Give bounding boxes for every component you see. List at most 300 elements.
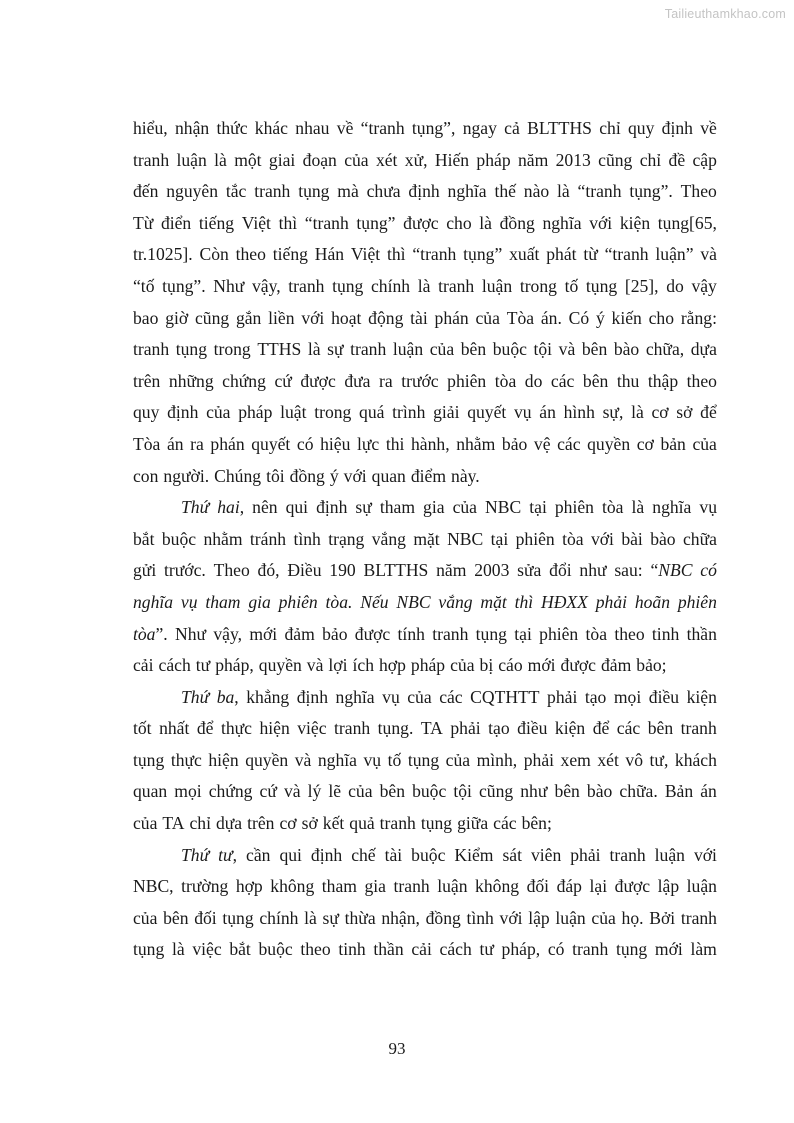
word: sự (322, 907, 339, 928)
word: đến (133, 181, 159, 202)
word: [25], (624, 275, 659, 296)
word: để (700, 402, 717, 423)
word: tránh (249, 528, 287, 549)
text-line (133, 303, 717, 335)
word: HĐXX (541, 591, 588, 612)
word: lực (357, 433, 380, 454)
word: đồng (499, 212, 535, 233)
text-line (133, 903, 717, 935)
word: chế (351, 844, 376, 865)
word: các (616, 718, 641, 739)
word: tranh (680, 718, 717, 739)
word: viên (530, 844, 562, 865)
word: kiện (619, 212, 651, 233)
word: tư, (649, 749, 669, 770)
word: tụng (615, 939, 648, 960)
word: để (592, 718, 610, 739)
word: thu (616, 370, 640, 391)
word: quyết (251, 433, 291, 454)
word: nên (252, 497, 278, 518)
word: “NBC (650, 560, 693, 581)
word: cáo (498, 655, 523, 676)
word: tụng (332, 275, 364, 296)
word: hợp (379, 655, 406, 676)
page-number: 93 (388, 1039, 406, 1058)
word: ích (352, 655, 374, 676)
word: định (296, 686, 329, 707)
word: phải (450, 718, 481, 739)
word: tại (529, 497, 547, 518)
text-line (133, 145, 717, 177)
word: trên (247, 813, 275, 834)
word: tụng” (463, 244, 503, 265)
word: nhằm (456, 433, 496, 454)
word: sự (355, 497, 372, 518)
word: Điều (287, 560, 322, 581)
word: NBC (447, 528, 484, 549)
word: sự (327, 339, 344, 360)
word: và (294, 749, 312, 770)
word: cứ (259, 781, 277, 802)
word: tranh (379, 813, 416, 834)
word: tòa”. (133, 623, 168, 644)
word: thì (514, 591, 534, 612)
word: NBC, (133, 876, 174, 897)
word: cũng (598, 149, 633, 170)
word: tham (321, 876, 357, 897)
word: xét (597, 749, 619, 770)
word: tranh (680, 907, 717, 928)
word: luận (392, 339, 424, 360)
word: Việt (241, 212, 271, 233)
word: từ (583, 244, 598, 265)
word: cần (246, 844, 271, 865)
word: Việt (350, 244, 381, 265)
word: hợp (235, 876, 263, 897)
word: sát (502, 844, 522, 865)
word: gia (423, 497, 445, 518)
word: và (306, 655, 324, 676)
word: phiên (539, 623, 579, 644)
text-line (133, 587, 717, 619)
word: mà (337, 181, 359, 202)
text-line (133, 397, 717, 429)
word: kiến (611, 307, 642, 328)
word: của (475, 307, 500, 328)
word: khẳng (246, 686, 290, 707)
word: nghĩa (317, 749, 357, 770)
word: chữa. (619, 781, 658, 802)
word: chưa (366, 181, 401, 202)
text-line (133, 113, 717, 145)
word: thì (386, 244, 406, 265)
word: là (479, 212, 492, 233)
word: tình (293, 528, 321, 549)
word: theo (686, 370, 717, 391)
word: phiên (677, 591, 717, 612)
word: nhất (159, 718, 190, 739)
word: theo (614, 623, 645, 644)
word: tội (533, 339, 553, 360)
word: các (557, 433, 581, 454)
word: dựa (690, 339, 717, 360)
word: TTHS (257, 339, 302, 360)
word: pháp, (215, 655, 254, 676)
word: Nếu (360, 591, 389, 612)
word: chữa (682, 528, 717, 549)
word: trường (181, 876, 229, 897)
word: án. (540, 307, 562, 328)
word: các (439, 686, 463, 707)
text-line (133, 239, 717, 271)
word: “tranh (604, 244, 649, 265)
word: buộc (412, 781, 447, 802)
word: năm (436, 560, 467, 581)
word: tòa (494, 370, 517, 391)
word: tụng” (356, 212, 396, 233)
word: pháp (410, 655, 446, 676)
word: giải (433, 402, 460, 423)
word: có (547, 939, 565, 960)
word: phải (523, 749, 555, 770)
word: tư, (218, 844, 238, 865)
word: nhau (295, 118, 330, 138)
word: nhằm (203, 528, 243, 549)
word: TA (420, 718, 443, 739)
word: mọi (174, 781, 202, 802)
word: nhận (174, 118, 210, 138)
word: đồng (289, 465, 325, 486)
word: NBC (485, 497, 522, 518)
word: TA (162, 813, 185, 834)
word: đảm (284, 623, 315, 644)
word: cứ (274, 370, 292, 391)
word: sở (676, 402, 693, 423)
word: cách (158, 655, 191, 676)
word: và (700, 244, 717, 265)
word: tụng”, (411, 118, 456, 138)
word: kiện (686, 686, 717, 707)
text-line (133, 650, 717, 682)
word: BLTTHS (363, 560, 429, 581)
word: cải (411, 939, 432, 960)
word: luận (686, 876, 717, 897)
word: nào (523, 181, 550, 202)
word: án (700, 781, 717, 802)
word: vậy (691, 275, 717, 296)
text-line (133, 176, 717, 208)
text-line (133, 429, 717, 461)
text-line (133, 776, 717, 808)
word: hiệu (320, 433, 351, 454)
word: bên (163, 907, 189, 928)
text-line (133, 492, 717, 524)
word: và (283, 781, 301, 802)
word: tranh (133, 339, 170, 360)
word: điểm (410, 465, 447, 486)
word: sở (301, 813, 318, 834)
word: tr.1025]. (133, 244, 193, 265)
word: bên (581, 339, 608, 360)
word: vệ (533, 433, 551, 454)
word: được (403, 212, 439, 233)
word: nhận, (381, 907, 420, 928)
word: tụng[65, (657, 212, 717, 233)
word: phiên (278, 591, 318, 612)
word: mọi (613, 686, 642, 707)
word: “tranh (304, 212, 349, 233)
text-line (133, 208, 717, 240)
word: qui (279, 844, 302, 865)
word: tranh (393, 876, 430, 897)
word: buộc (411, 844, 446, 865)
word: này. (451, 465, 480, 486)
word: đoạn (302, 149, 337, 170)
word: chính (259, 907, 299, 928)
word: dựa (215, 813, 243, 834)
word: Thứ (181, 686, 210, 707)
word: của (692, 433, 717, 454)
word: của (348, 781, 373, 802)
word: thực (220, 718, 252, 739)
word: tụng (133, 939, 165, 960)
word: Từ (133, 212, 154, 233)
word: tài (384, 844, 403, 865)
word: đối (194, 907, 217, 928)
word: năm (517, 149, 549, 170)
word: bản (660, 433, 686, 454)
word: bào (586, 781, 613, 802)
word: Bởi (649, 907, 676, 928)
word: là (304, 907, 317, 928)
word: tiếng (198, 212, 235, 233)
word: theo (235, 244, 266, 265)
word: họ. (621, 907, 644, 928)
word: cập (692, 149, 717, 170)
word: tranh (254, 181, 291, 202)
word: bên (379, 781, 406, 802)
word: với (590, 528, 614, 549)
word: vụ (363, 749, 382, 770)
word: gửi (133, 560, 157, 581)
word: Hán (314, 244, 345, 265)
word: “tranh (577, 181, 622, 202)
word: quyền (587, 433, 631, 454)
word: tố (387, 749, 402, 770)
word: là (171, 939, 185, 960)
word: Theo (680, 181, 717, 202)
word: ý (329, 465, 339, 486)
word: lợi (328, 655, 348, 676)
word: phán (434, 307, 469, 328)
word: cả (504, 118, 520, 138)
word: bào (650, 528, 676, 549)
word: vậy, (213, 623, 243, 644)
word: tranh (432, 623, 469, 644)
word: liền (268, 307, 295, 328)
word: luận (176, 149, 207, 170)
word: 190 (329, 560, 356, 581)
word: định (316, 497, 348, 518)
word: tụng (175, 339, 208, 360)
word: là (557, 181, 570, 202)
word: phải (570, 844, 601, 865)
word: tiếng (272, 244, 308, 265)
text-line (133, 271, 717, 303)
word: tạo (584, 686, 607, 707)
word: đưa (344, 370, 371, 391)
word: buộc (258, 939, 293, 960)
word: mới (527, 655, 556, 676)
word: cho (648, 307, 675, 328)
word: phiên (447, 370, 487, 391)
word: đó, (257, 560, 280, 581)
word: luận (555, 907, 586, 928)
word: rằng: (680, 307, 717, 328)
word: điển (160, 212, 192, 233)
word: là (307, 339, 321, 360)
word: khác (254, 118, 288, 138)
word: 2003 (474, 560, 510, 581)
word: Kiểm (454, 844, 494, 865)
text-line (133, 619, 717, 651)
word: Như (213, 275, 245, 296)
word: việc (297, 718, 327, 739)
word: ngay (462, 118, 497, 138)
word: Tòa (506, 307, 535, 328)
word: nghĩa (542, 212, 582, 233)
word: trong (213, 339, 251, 360)
word: như (579, 560, 607, 581)
word: giữa (457, 813, 489, 834)
word: chỉ (599, 118, 621, 138)
word: thi (385, 433, 405, 454)
word: sửa (517, 560, 542, 581)
word: của (450, 655, 475, 676)
text-line (133, 871, 717, 903)
word: thập (647, 370, 679, 391)
word: định (310, 844, 343, 865)
word: trước. (164, 560, 206, 581)
word: bắt (229, 939, 251, 960)
text-line (133, 682, 717, 714)
word: chỉ (189, 813, 211, 834)
word: để (196, 718, 214, 739)
word: quá (359, 402, 385, 423)
word: “tranh (412, 244, 457, 265)
word: một (234, 149, 262, 170)
word: không (270, 876, 315, 897)
word: tụng (475, 623, 507, 644)
word: lý (307, 781, 322, 802)
word: mới (654, 939, 683, 960)
word: chính (371, 275, 411, 296)
word: khách (674, 749, 717, 770)
word: hoạt (331, 307, 362, 328)
word: giờ (165, 307, 189, 328)
word: vụ (382, 686, 400, 707)
word: được (300, 370, 336, 391)
word: định (167, 402, 199, 423)
word: sau: (614, 560, 643, 581)
word: của (452, 497, 477, 518)
word: án (539, 402, 556, 423)
word: chữa, (645, 339, 685, 360)
document-body (133, 113, 717, 966)
word: cũng (194, 307, 230, 328)
word: người. (163, 465, 210, 486)
word: nghĩa (335, 686, 375, 707)
word: tình (466, 907, 494, 928)
word: tòa (585, 623, 608, 644)
word: các (550, 370, 575, 391)
word: lẽ (328, 781, 342, 802)
word: Chúng (214, 465, 262, 486)
word: của (429, 339, 455, 360)
word: cơ (279, 813, 297, 834)
word: tư (195, 655, 211, 676)
word: là (631, 402, 644, 423)
text-line (133, 808, 717, 840)
text-line (133, 555, 717, 587)
word: tại (514, 623, 532, 644)
word: của (591, 907, 616, 928)
word: trạng (328, 528, 365, 549)
word: về (336, 118, 354, 138)
word: luật (280, 402, 307, 423)
word: tranh (334, 718, 371, 739)
word: Hiến (434, 149, 470, 170)
word: tòa. (325, 591, 353, 612)
word: tính (397, 623, 425, 644)
text-line (133, 713, 717, 745)
word: vô (625, 749, 643, 770)
word: có (296, 433, 314, 454)
word: CQTHTT (470, 686, 540, 707)
word: tranh (572, 939, 609, 960)
word: vắng (438, 591, 473, 612)
word: xuất (509, 244, 540, 265)
word: đối (526, 876, 550, 897)
watermark: Tailieuthamkhao.com (664, 7, 786, 21)
word: lập (528, 907, 550, 928)
word: thế (494, 181, 516, 202)
word: tranh (438, 275, 475, 296)
word: do (524, 370, 543, 391)
word: gia (248, 591, 271, 612)
word: việc (192, 939, 222, 960)
word: thần (373, 939, 404, 960)
word: theo (300, 939, 331, 960)
word: Theo (213, 560, 250, 581)
word: ra (379, 370, 393, 391)
word: các (493, 813, 517, 834)
word: tụng (407, 749, 440, 770)
word: tụng (420, 813, 453, 834)
word: qui (285, 497, 309, 518)
word: tụng”. (629, 181, 673, 202)
word: ý (595, 307, 605, 328)
word: giai (268, 149, 296, 170)
word: Tòa (133, 433, 161, 454)
word: pháp (476, 149, 511, 170)
word: như (520, 781, 548, 802)
word: đề (668, 149, 686, 170)
word: của (206, 402, 231, 423)
word: lập (657, 876, 680, 897)
word: chứng (222, 370, 266, 391)
word: xét (375, 149, 398, 170)
